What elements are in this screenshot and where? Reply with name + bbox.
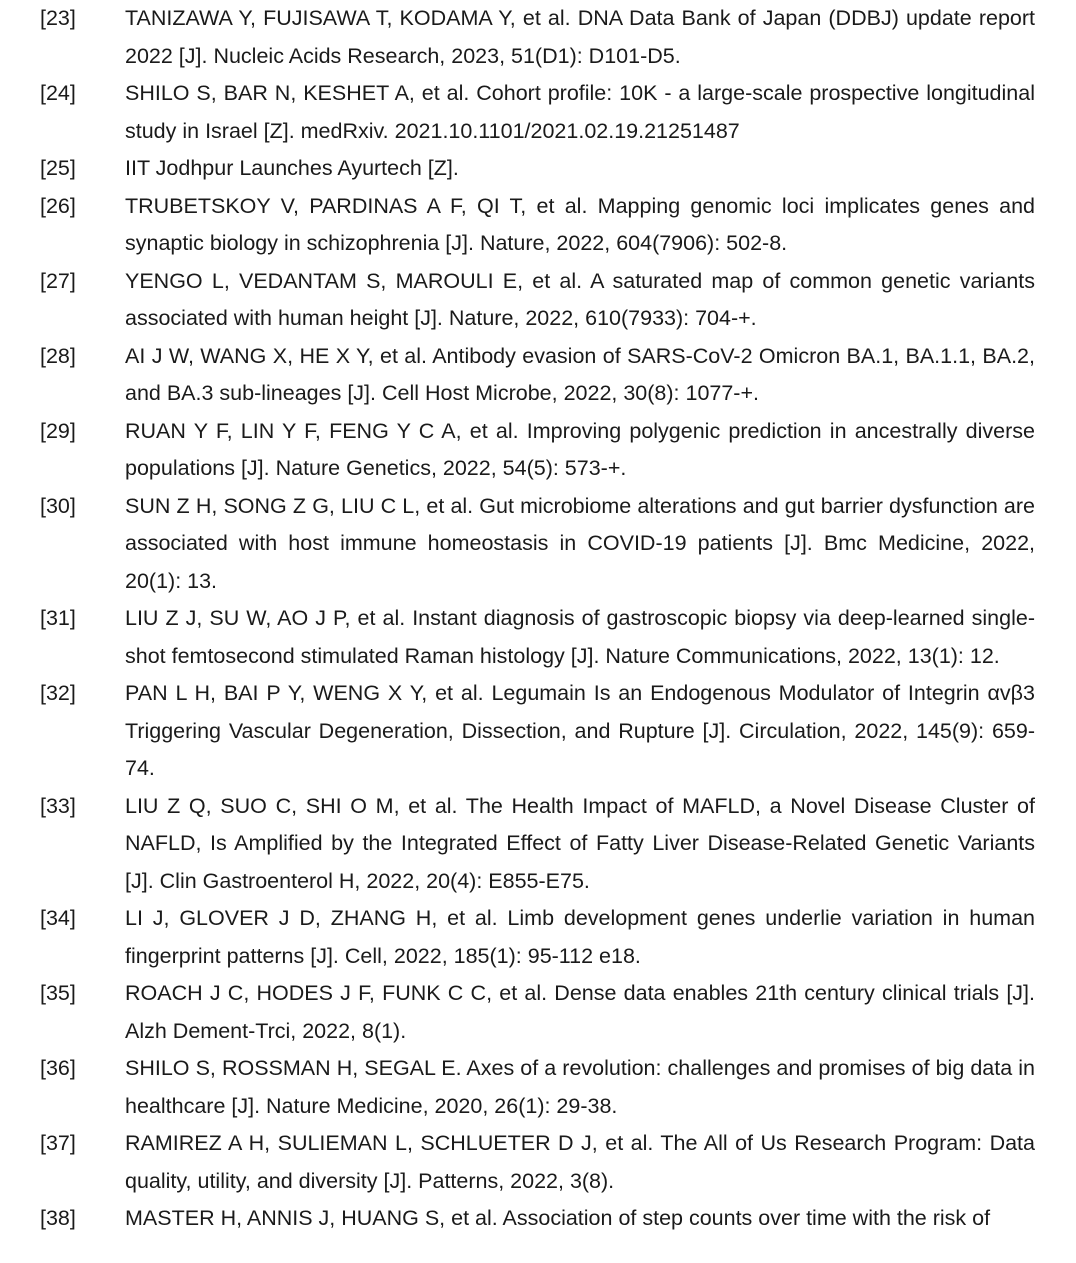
reference-text: YENGO L, VEDANTAM S, MAROULI E, et al. A saturated map of common genetic variants associated with human height [J]. Nature, 2022, 610(7933): 704-+. bbox=[125, 268, 1035, 330]
reference-item bbox=[0, 1200, 1076, 1238]
reference-item bbox=[0, 1050, 1076, 1125]
reference-item bbox=[0, 900, 1076, 975]
reference-item bbox=[0, 188, 1076, 263]
reference-text: LIU Z Q, SUO C, SHI O M, et al. The Health Impact of MAFLD, a Novel Disease Cluster of NAFLD, Is Amplified by the Integrated Effect of Fatty Liver Disease-Related Genetic Variants [J]. Clin Gastroenterol H, 2022, 20(4): E855-E75. bbox=[125, 793, 1035, 893]
reference-text: SUN Z H, SONG Z G, LIU C L, et al. Gut microbiome alterations and gut barrier dysfunction are associated with host immune homeostasis in COVID-19 patients [J]. Bmc Medicine, 2022, 20(1): 13. bbox=[125, 493, 1035, 593]
reference-text: AI J W, WANG X, HE X Y, et al. Antibody evasion of SARS-CoV-2 Omicron BA.1, BA.1.1, BA.2, and BA.3 sub-lineages [J]. Cell Host Microbe, 2022, 30(8): 1077-+. bbox=[125, 343, 1035, 405]
reference-text: ROACH J C, HODES J F, FUNK C C, et al. Dense data enables 21th century clinical trials [J]. Alzh Dement-Trci, 2022, 8(1). bbox=[125, 981, 1035, 1043]
reference-number: [25] bbox=[40, 156, 76, 180]
reference-text: LIU Z J, SU W, AO J P, et al. Instant diagnosis of gastroscopic biopsy via deep-learned single-shot femtosecond stimulated Raman histology [J]. Nature Communications, 2022, 13(1): 12. bbox=[125, 606, 1035, 668]
reference-item bbox=[0, 0, 1076, 75]
reference-text: RUAN Y F, LIN Y F, FENG Y C A, et al. Improving polygenic prediction in ancestrally diverse populations [J]. Nature Genetics, 2022, 54(5): 573-+. bbox=[125, 418, 1035, 480]
reference-text: LI J, GLOVER J D, ZHANG H, et al. Limb development genes underlie variation in human fingerprint patterns [J]. Cell, 2022, 185(1): 95-112 e18. bbox=[125, 906, 1035, 968]
reference-item bbox=[0, 975, 1076, 1050]
reference-item bbox=[0, 675, 1076, 788]
reference-item bbox=[0, 413, 1076, 488]
reference-item bbox=[0, 488, 1076, 601]
reference-number: [34] bbox=[40, 906, 76, 930]
reference-item bbox=[0, 1125, 1076, 1200]
reference-number: [36] bbox=[40, 1056, 76, 1080]
reference-item bbox=[0, 75, 1076, 150]
reference-text: RAMIREZ A H, SULIEMAN L, SCHLUETER D J, et al. The All of Us Research Program: Data quality, utility, and diversity [J]. Patterns, 2022, 3(8). bbox=[125, 1131, 1035, 1193]
reference-number: [32] bbox=[40, 681, 76, 705]
reference-number: [28] bbox=[40, 343, 76, 368]
reference-number: [26] bbox=[40, 193, 76, 218]
reference-number: [23] bbox=[40, 6, 76, 30]
reference-item bbox=[0, 600, 1076, 675]
reference-number: [35] bbox=[40, 981, 76, 1005]
reference-number: [31] bbox=[40, 606, 76, 630]
reference-number: [27] bbox=[40, 268, 76, 293]
reference-item bbox=[0, 150, 1076, 188]
reference-text: SHILO S, ROSSMAN H, SEGAL E. Axes of a revolution: challenges and promises of big data in healthcare [J]. Nature Medicine, 2020, 26(1): 29-38. bbox=[125, 1056, 1035, 1118]
reference-text: PAN L H, BAI P Y, WENG X Y, et al. Legumain Is an Endogenous Modulator of Integrin αvβ3 Triggering Vascular Degeneration, Dissection, and Rupture [J]. Circulation, 2022, 145(9): 659-74. bbox=[125, 681, 1035, 780]
reference-text: MASTER H, ANNIS J, HUANG S, et al. Association of step counts over time with the risk of bbox=[125, 1206, 991, 1230]
reference-text: IIT Jodhpur Launches Ayurtech [Z]. bbox=[125, 156, 459, 180]
reference-text: TRUBETSKOY V, PARDINAS A F, QI T, et al. Mapping genomic loci implicates genes and synaptic biology in schizophrenia [J]. Nature, 2022, 604(7906): 502-8. bbox=[125, 193, 1035, 255]
reference-number: [37] bbox=[40, 1131, 76, 1155]
reference-number: [24] bbox=[40, 81, 76, 105]
reference-item bbox=[0, 263, 1076, 338]
reference-item bbox=[0, 338, 1076, 413]
reference-number: [29] bbox=[40, 418, 76, 443]
reference-number: [33] bbox=[40, 793, 76, 818]
reference-number: [38] bbox=[40, 1206, 76, 1230]
reference-number: [30] bbox=[40, 493, 76, 518]
reference-text: SHILO S, BAR N, KESHET A, et al. Cohort profile: 10K - a large-scale prospective longitudinal study in Israel [Z]. medRxiv. 2021.10.1101/2021.02.19.21251487 bbox=[125, 81, 1035, 143]
reference-text: TANIZAWA Y, FUJISAWA T, KODAMA Y, et al. DNA Data Bank of Japan (DDBJ) update report 2022 [J]. Nucleic Acids Research, 2023, 51(D1): D101-D5. bbox=[125, 6, 1035, 68]
reference-item bbox=[0, 788, 1076, 901]
